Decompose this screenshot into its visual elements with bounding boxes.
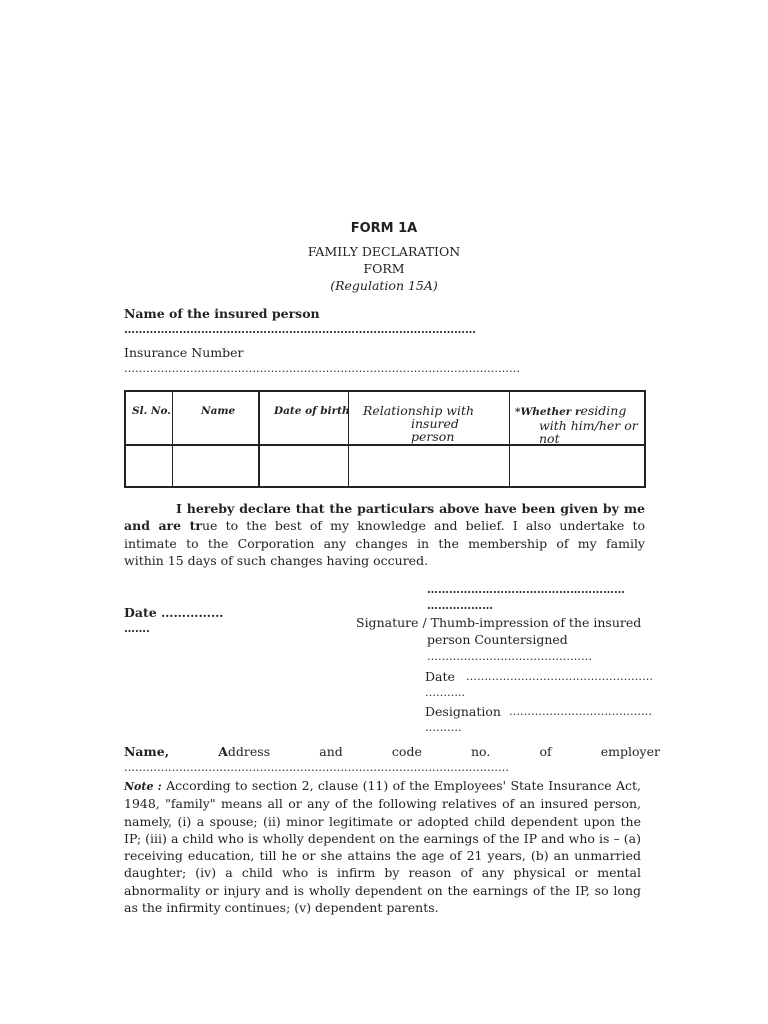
header-sl-no: Sl. No.	[132, 405, 171, 417]
note-label: Note :	[124, 780, 162, 793]
header-residing	[515, 404, 638, 445]
insurance-number-dots[interactable]: ………………………………………………………………………………………………	[124, 362, 520, 375]
form-subtitle-line1: FAMILY DECLARATION	[307, 244, 461, 259]
insured-name-dots[interactable]: ……………………………………………………………………………………	[124, 323, 476, 336]
declaration-line: I hereby declare that the particulars above have been given by me	[176, 501, 645, 516]
designation-dots-continued: ……….	[425, 721, 462, 734]
employer-word: of	[539, 744, 552, 759]
employer-address-label: Address	[218, 744, 271, 759]
header-name: Name	[201, 405, 236, 417]
countersign-dots[interactable]: ………………………………………	[427, 650, 592, 663]
table-divider	[258, 392, 260, 486]
header-residing-line3: not	[539, 431, 560, 446]
header-relationship-line2: insured	[411, 416, 459, 431]
countersign-date-label: Date	[425, 669, 455, 684]
header-relationship-line3: person	[411, 429, 455, 444]
designation-label: Designation	[425, 704, 501, 719]
employer-word: employer	[600, 744, 660, 759]
regulation-reference: (Regulation 15A)	[330, 278, 438, 293]
declaration-line: intimate to the Corporation any changes in the membership of my family	[124, 535, 645, 551]
declaration-line: within 15 days of such changes having occured.	[124, 552, 429, 568]
countersign-date-dots[interactable]: ……………………………………………	[466, 670, 653, 683]
insurance-number-label: Insurance Number	[124, 345, 244, 360]
employer-word: code	[391, 744, 422, 759]
employer-word: no.	[471, 744, 491, 759]
employer-dots[interactable]: ……………………………………………………………………………………………	[124, 761, 509, 774]
header-date-of-birth: Date of birth	[274, 405, 350, 417]
signature-dots[interactable]: ………………………………………………	[427, 583, 625, 596]
countersigned-label: person Countersigned	[427, 632, 568, 647]
declaration-line: and are true to the best of my knowledge and belief. I also undertake to	[124, 518, 645, 534]
note-text: According to section 2, clause (11) of the Employees' State Insurance Act, 1948, "family" means all or any of the following relatives of an insured person, namely, (i) a spouse; (ii) minor legitimate or adopted child dependent upon the IP; (iii) a child who is wholly dependent on the earnings of the IP and who is – (a) receiving education, till he or she attains the age of 21 years, (b) an unmarried daughter; (iv) a child who is infirm by reason of any physical or mental abnormality or injury and is wholly dependent on the earnings of the IP, so long as the infirmity continues; (v) dependent parents.	[124, 778, 641, 916]
header-residing-line2: with him/her or	[539, 418, 638, 433]
header-relationship-line1: Relationship with	[363, 403, 475, 418]
employer-label-row	[124, 744, 660, 759]
header-residing-line1: *Whether residing	[515, 403, 627, 418]
date-label-left[interactable]: Date ……………	[124, 605, 224, 620]
signature-dots-continued: ………………	[427, 599, 493, 612]
form-subtitle-line2: FORM	[363, 261, 405, 276]
designation-dots[interactable]: …………………………………	[509, 705, 652, 718]
table-divider	[172, 392, 173, 486]
insured-name-label: Name of the insured person	[124, 306, 320, 321]
declaration-paragraph	[124, 500, 645, 569]
form-title: FORM 1A	[350, 221, 418, 236]
employer-name-label: Name,	[124, 744, 170, 759]
family-members-table	[124, 390, 646, 488]
employer-word: and	[319, 744, 343, 759]
signature-label: Signature / Thumb-impression of the insured	[356, 615, 642, 630]
date-dots-left: …….	[124, 622, 150, 635]
countersign-date-dots-continued: ………..	[425, 686, 465, 699]
header-relationship	[351, 404, 511, 443]
note-paragraph	[124, 777, 641, 916]
